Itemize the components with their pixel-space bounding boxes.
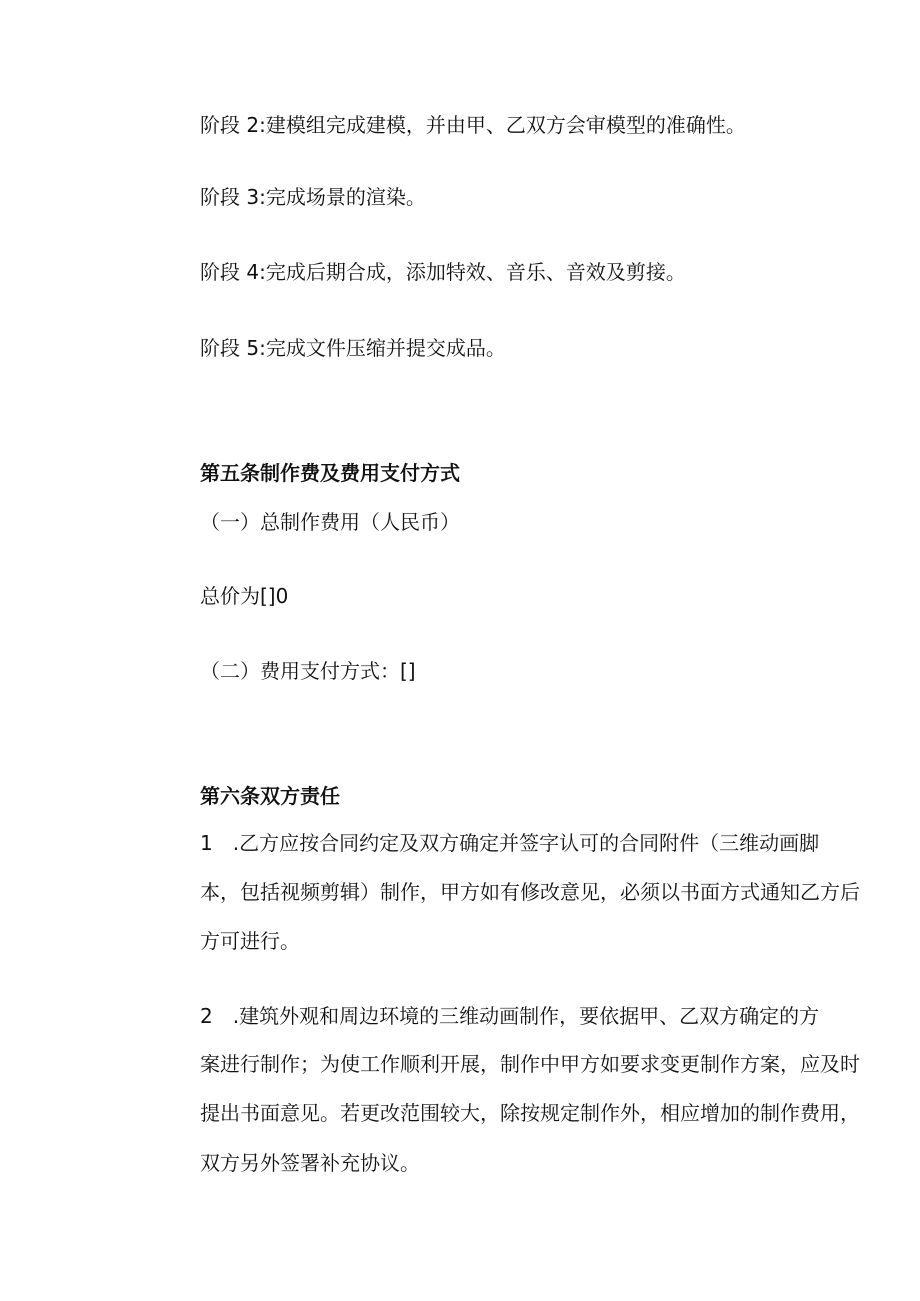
article-5-total: 总价为[]0 [200,584,289,608]
article-6-p2-line-4: 双方另外签署补充协议。 [200,1151,420,1175]
article-6-p1-line-1: 1 .乙方应按合同约定及双方确定并签字认可的合同附件（三维动画脚 [200,831,820,855]
article-6-p1-line-3: 方可进行。 [200,929,300,953]
stage-5-line: 阶段 5:完成文件压缩并提交成品。 [200,336,506,360]
stage-4-line: 阶段 4:完成后期合成，添加特效、音乐、音效及剪接。 [200,260,686,284]
article-5-item-1: （一）总制作费用（人民币） [200,510,460,534]
article-6-p2-line-2: 案进行制作；为使工作顺利开展，制作中甲方如要求变更制作方案，应及时 [200,1052,860,1076]
article-6-p1-line-2: 本，包括视频剪辑）制作，甲方如有修改意见，必须以书面方式通知乙方后 [200,880,860,904]
article-5-item-2: （二）费用支付方式：[] [200,659,416,683]
stage-3-line: 阶段 3:完成场景的渲染。 [200,185,426,209]
article-5-title: 第五条制作费及费用支付方式 [200,461,460,485]
article-6-p2-line-1: 2 .建筑外观和周边环境的三维动画制作，要依据甲、乙双方确定的方 [200,1004,820,1028]
article-6-p2-line-3: 提出书面意见。若更改范围较大，除按规定制作外，相应增加的制作费用， [200,1101,860,1125]
stage-2-line: 阶段 2:建模组完成建模，并由甲、乙双方会审模型的准确性。 [200,113,746,137]
article-6-title: 第六条双方责任 [200,784,340,808]
